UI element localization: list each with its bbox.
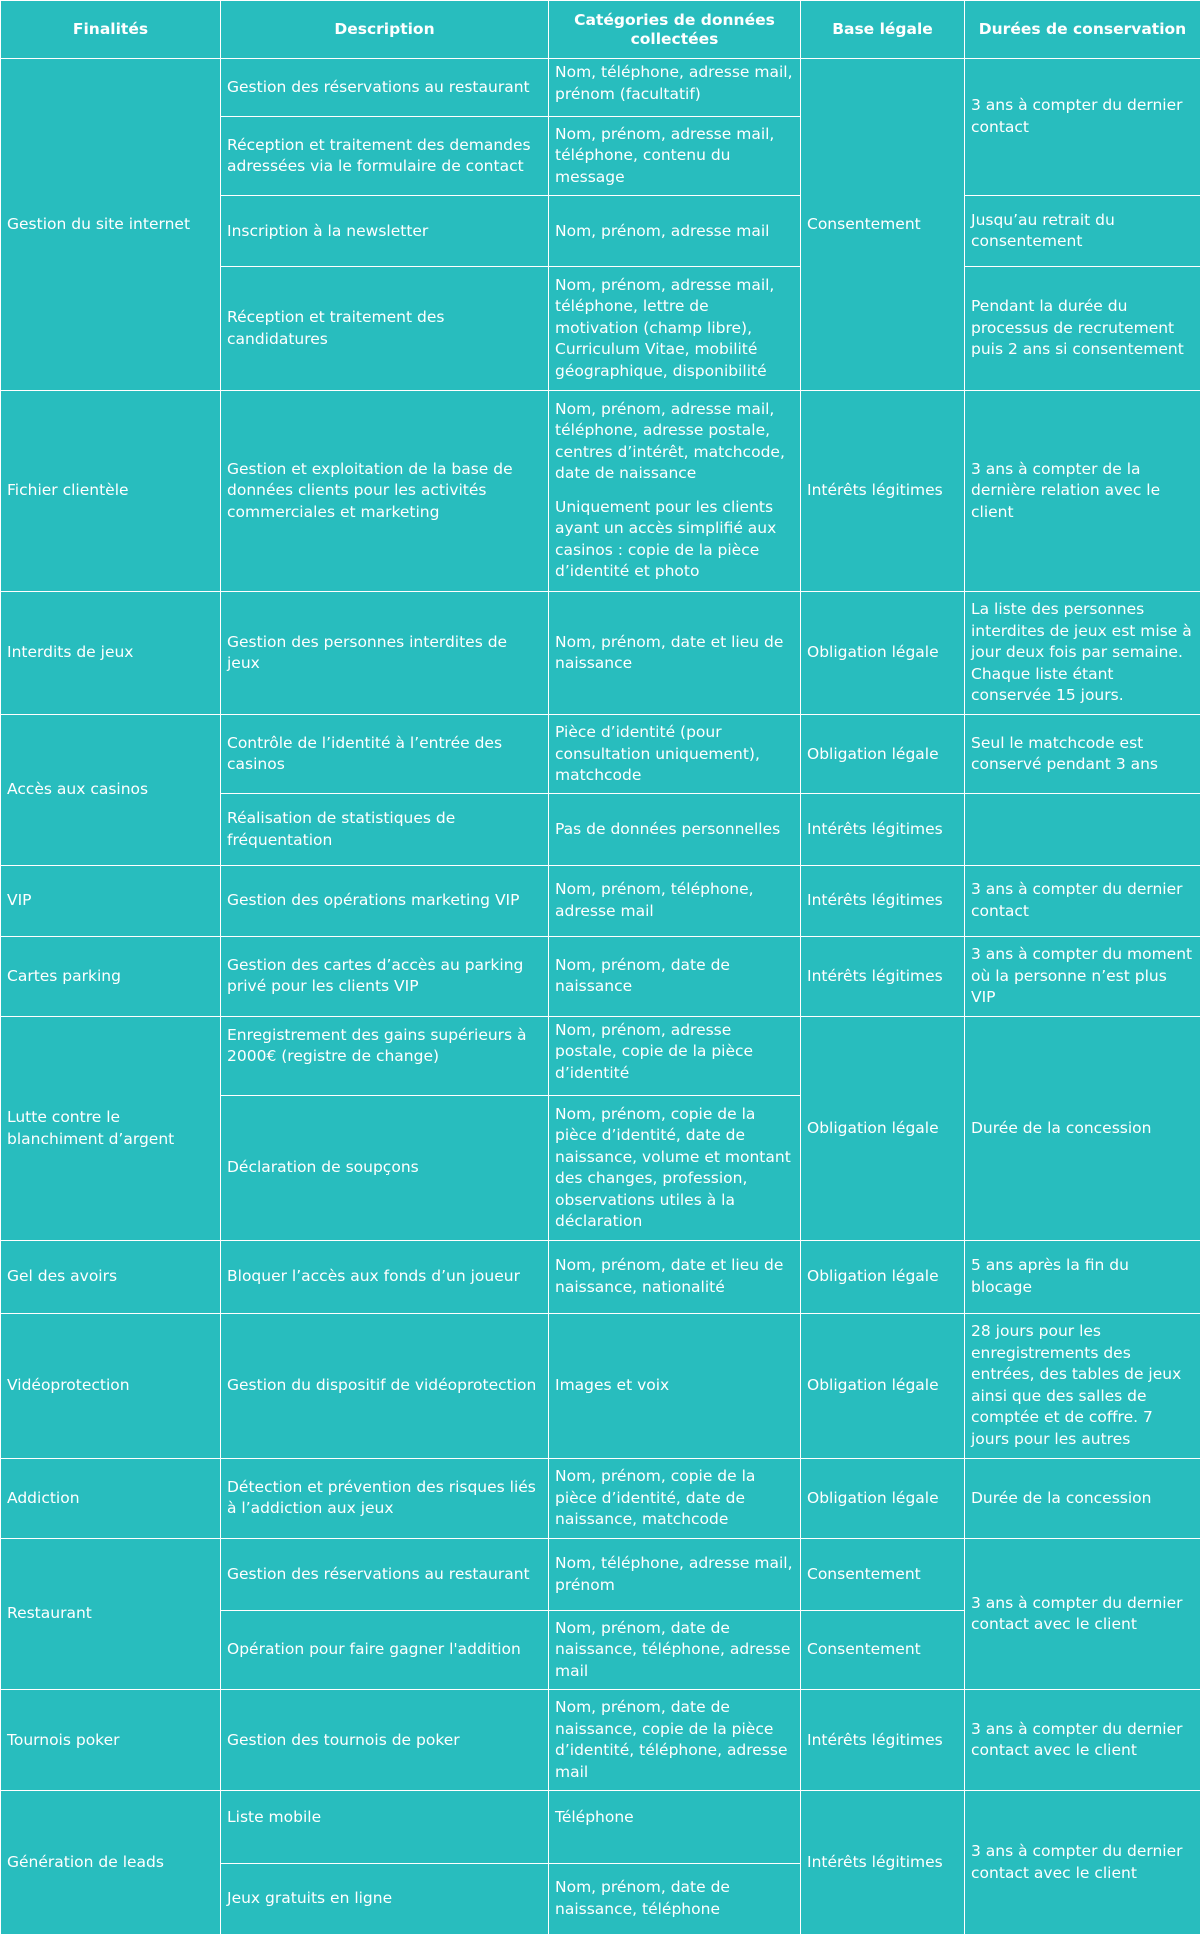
duree-cell: Seul le matchcode est conservé pendant 3 ans xyxy=(965,715,1200,794)
duree-cell: Jusqu’au retrait du consentement xyxy=(965,196,1200,267)
categories-cell: Nom, prénom, date de naissance xyxy=(549,936,801,1016)
base-legale-cell: Obligation légale xyxy=(801,592,965,715)
description-cell: Gestion et exploitation de la base de données clients pour les activités commerciales et marketing xyxy=(221,390,549,591)
description-cell: Gestion des réservations au restaurant xyxy=(221,59,549,117)
base-legale-cell: Intérêts légitimes xyxy=(801,936,965,1016)
finalite-cell: Génération de leads xyxy=(1,1791,221,1935)
header-base-legale: Base légale xyxy=(801,1,965,59)
categories-cell: Nom, téléphone, adresse mail, prénom (facultatif) xyxy=(549,59,801,117)
header-finalites: Finalités xyxy=(1,1,221,59)
description-cell: Réception et traitement des demandes adressées via le formulaire de contact xyxy=(221,117,549,196)
finalite-cell: Vidéoprotection xyxy=(1,1313,221,1458)
finalite-cell: Gestion du site internet xyxy=(1,59,221,391)
categories-cell: Nom, prénom, date et lieu de naissance xyxy=(549,592,801,715)
table-row xyxy=(1,1241,1200,1313)
table-row xyxy=(1,1458,1200,1538)
table-row xyxy=(1,390,1200,591)
finalite-cell: Fichier clientèle xyxy=(1,390,221,591)
categories-cell: Nom, prénom, date et lieu de naissance, nationalité xyxy=(549,1241,801,1313)
finalite-cell: Tournois poker xyxy=(1,1690,221,1791)
categories-text: Nom, prénom, adresse mail, téléphone, adresse postale, centres d’intérêt, matchcode, date de naissance xyxy=(555,399,785,483)
duree-cell: 3 ans à compter du dernier contact avec le client xyxy=(965,1791,1200,1935)
duree-cell: 3 ans à compter du dernier contact avec le client xyxy=(965,1690,1200,1791)
duree-cell: 3 ans à compter de la dernière relation avec le client xyxy=(965,390,1200,591)
base-legale-cell: Intérêts légitimes xyxy=(801,1791,965,1935)
description-cell: Réalisation de statistiques de fréquentation xyxy=(221,794,549,865)
base-legale-cell: Consentement xyxy=(801,59,965,391)
categories-cell: Nom, téléphone, adresse mail, prénom xyxy=(549,1538,801,1610)
table-row xyxy=(1,1791,1200,1863)
base-legale-cell: Intérêts légitimes xyxy=(801,1690,965,1791)
header-categories: Catégories de données collectées xyxy=(549,1,801,59)
categories-cell: Nom, prénom, adresse mail xyxy=(549,196,801,267)
categories-cell: Nom, prénom, copie de la pièce d’identité, date de naissance, volume et montant des changes, profession, observations utiles à la déclaration xyxy=(549,1096,801,1241)
table-row xyxy=(1,1538,1200,1610)
table-row xyxy=(1,936,1200,1016)
categories-cell: Nom, prénom, date de naissance, téléphone xyxy=(549,1863,801,1934)
categories-cell: Nom, prénom, date de naissance, copie de la pièce d’identité, téléphone, adresse mail xyxy=(549,1690,801,1791)
base-legale-cell: Consentement xyxy=(801,1538,965,1610)
description-cell: Jeux gratuits en ligne xyxy=(221,1863,549,1934)
description-cell: Gestion des personnes interdites de jeux xyxy=(221,592,549,715)
categories-cell xyxy=(549,390,801,591)
table-row xyxy=(1,59,1200,117)
description-cell: Enregistrement des gains supérieurs à 2000€ (registre de change) xyxy=(221,1016,549,1095)
description-cell: Gestion du dispositif de vidéoprotection xyxy=(221,1313,549,1458)
description-cell: Détection et prévention des risques liés à l’addiction aux jeux xyxy=(221,1458,549,1538)
categories-cell: Téléphone xyxy=(549,1791,801,1863)
base-legale-cell: Intérêts légitimes xyxy=(801,865,965,936)
duree-cell: 5 ans après la fin du blocage xyxy=(965,1241,1200,1313)
description-cell: Gestion des cartes d’accès au parking privé pour les clients VIP xyxy=(221,936,549,1016)
finalite-cell: Accès aux casinos xyxy=(1,715,221,865)
duree-cell: 3 ans à compter du moment où la personne n’est plus VIP xyxy=(965,936,1200,1016)
base-legale-cell: Consentement xyxy=(801,1611,965,1690)
duree-cell: Pendant la durée du processus de recrutement puis 2 ans si consentement xyxy=(965,267,1200,390)
duree-cell: Durée de la concession xyxy=(965,1458,1200,1538)
table-row xyxy=(1,715,1200,794)
description-cell: Liste mobile xyxy=(221,1791,549,1863)
description-cell: Réception et traitement des candidatures xyxy=(221,267,549,390)
table-row xyxy=(1,1016,1200,1095)
base-legale-cell: Obligation légale xyxy=(801,1016,965,1240)
description-cell: Opération pour faire gagner l'addition xyxy=(221,1611,549,1690)
finalite-cell: Lutte contre le blanchiment d’argent xyxy=(1,1016,221,1240)
finalite-cell: Interdits de jeux xyxy=(1,592,221,715)
categories-cell: Pièce d’identité (pour consultation uniquement), matchcode xyxy=(549,715,801,794)
base-legale-cell: Intérêts légitimes xyxy=(801,794,965,865)
description-cell: Gestion des opérations marketing VIP xyxy=(221,865,549,936)
table-row xyxy=(1,592,1200,715)
duree-cell: Durée de la concession xyxy=(965,1016,1200,1240)
base-legale-cell: Obligation légale xyxy=(801,715,965,794)
base-legale-cell: Intérêts légitimes xyxy=(801,390,965,591)
duree-cell: 3 ans à compter du dernier contact xyxy=(965,59,1200,196)
finalite-cell: Restaurant xyxy=(1,1538,221,1689)
description-cell: Bloquer l’accès aux fonds d’un joueur xyxy=(221,1241,549,1313)
categories-cell: Pas de données personnelles xyxy=(549,794,801,865)
categories-cell: Images et voix xyxy=(549,1313,801,1458)
base-legale-cell: Obligation légale xyxy=(801,1458,965,1538)
duree-cell: 3 ans à compter du dernier contact xyxy=(965,865,1200,936)
table-row xyxy=(1,1690,1200,1791)
description-cell: Contrôle de l’identité à l’entrée des casinos xyxy=(221,715,549,794)
categories-cell: Nom, prénom, adresse mail, téléphone, lettre de motivation (champ libre), Curriculum Vitae, mobilité géographique, disponibilité xyxy=(549,267,801,390)
categories-cell: Nom, prénom, date de naissance, téléphone, adresse mail xyxy=(549,1611,801,1690)
base-legale-cell: Obligation légale xyxy=(801,1313,965,1458)
categories-note: Uniquement pour les clients ayant un accès simplifié aux casinos : copie de la pièce d’identité et photo xyxy=(555,497,777,581)
categories-cell: Nom, prénom, adresse mail, téléphone, contenu du message xyxy=(549,117,801,196)
header-row xyxy=(1,1,1200,59)
duree-cell xyxy=(965,794,1200,865)
categories-cell: Nom, prénom, copie de la pièce d’identité, date de naissance, matchcode xyxy=(549,1458,801,1538)
duree-cell: La liste des personnes interdites de jeux est mise à jour deux fois par semaine. Chaque liste étant conservée 15 jours. xyxy=(965,592,1200,715)
categories-cell: Nom, prénom, téléphone, adresse mail xyxy=(549,865,801,936)
categories-cell: Nom, prénom, adresse postale, copie de la pièce d’identité xyxy=(549,1016,801,1095)
header-durees: Durées de conservation xyxy=(965,1,1200,59)
description-cell: Déclaration de soupçons xyxy=(221,1096,549,1241)
finalite-cell: VIP xyxy=(1,865,221,936)
table-row xyxy=(1,865,1200,936)
finalite-cell: Cartes parking xyxy=(1,936,221,1016)
table-row xyxy=(1,1313,1200,1458)
duree-cell: 28 jours pour les enregistrements des entrées, des tables de jeux ainsi que des salles de comptée et de coffre. 7 jours pour les autres xyxy=(965,1313,1200,1458)
base-legale-cell: Obligation légale xyxy=(801,1241,965,1313)
description-cell: Inscription à la newsletter xyxy=(221,196,549,267)
description-cell: Gestion des tournois de poker xyxy=(221,1690,549,1791)
header-description: Description xyxy=(221,1,549,59)
description-cell: Gestion des réservations au restaurant xyxy=(221,1538,549,1610)
duree-cell: 3 ans à compter du dernier contact avec le client xyxy=(965,1538,1200,1689)
finalite-cell: Gel des avoirs xyxy=(1,1241,221,1313)
finalite-cell: Addiction xyxy=(1,1458,221,1538)
